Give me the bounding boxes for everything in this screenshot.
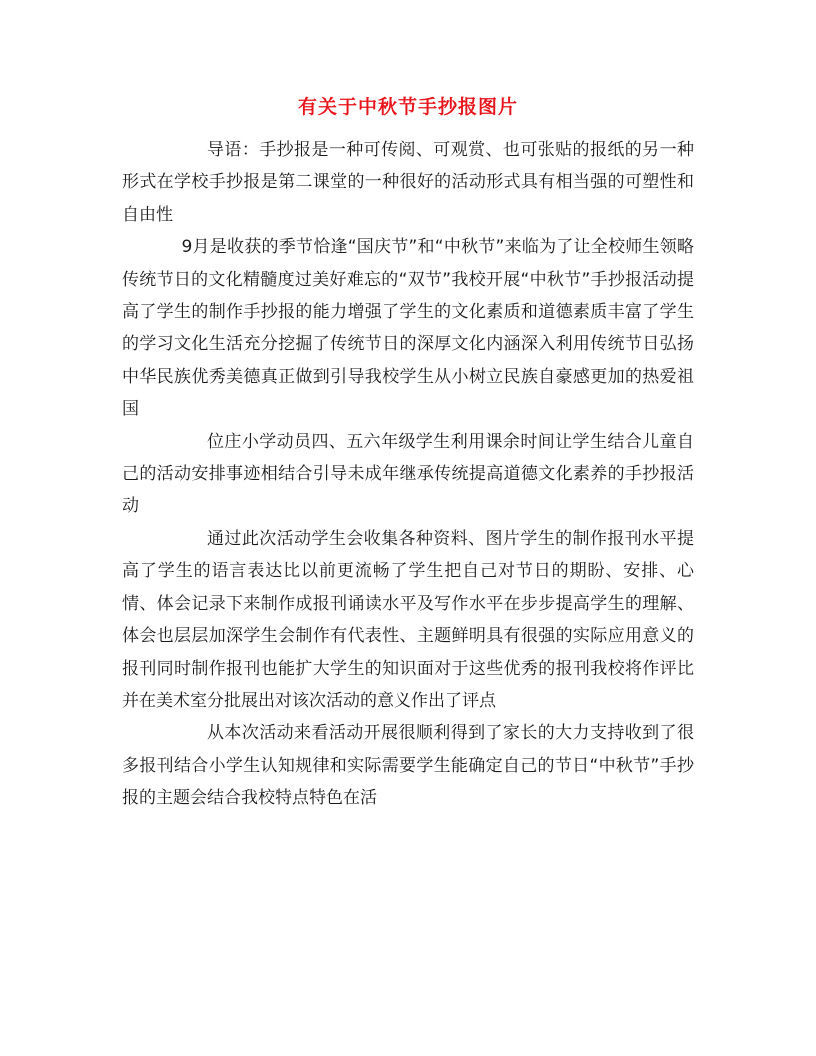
paragraph-school-activity: 位庄小学动员四、五六年级学生利用课余时间让学生结合儿童自己的活动安排事迹相结合引导未成年继承传统提高道德文化素养的手抄报活动: [122, 431, 694, 517]
paragraph-conclusion: 从本次活动来看活动开展很顺利得到了家长的大力支持收到了很多报刊结合小学生认知规律和实际需要学生能确定自己的节日“中秋节”手抄报的主题会结合我校特点特色在活: [122, 723, 694, 809]
paragraph-intro: 导语：手抄报是一种可传阅、可观赏、也可张贴的报纸的另一种形式在学校手抄报是第二课堂的一种很好的活动形式具有相当强的可塑性和自由性: [122, 140, 694, 225]
document-title: 有关于中秋节手抄报图片: [297, 96, 518, 118]
document-body: [122, 134, 694, 815]
paragraph-results: 通过此次活动学生会收集各种资料、图片学生的制作报刊水平提高了学生的语言表达比以前更流畅了学生把自己对节日的期盼、安排、心情、体会记录下来制作成报刊诵读水平及写作水平在步步提高学生的理解、体会也层层加深学生会制作有代表性、主题鲜明具有很强的实际应用意义的报刊同时制作报刊也能扩大学生的知识面对于这些优秀的报刊我校将作评比并在美术室分批展出对该次活动的意义作出了评点: [122, 528, 694, 711]
paragraph-september: 9月是收获的季节恰逢“国庆节”和“中秋节”来临为了让全校师生领略传统节日的文化精髓度过美好难忘的“双节”我校开展“中秋节”手抄报活动提高了学生的制作手抄报的能力增强了学生的文化素质和道德素质丰富了学生的学习文化生活充分挖掘了传统节日的深厚文化内涵深入利用传统节日弘扬中华民族优秀美德真正做到引导我校学生从小树立民族自豪感更加的热爱祖国: [122, 237, 694, 420]
